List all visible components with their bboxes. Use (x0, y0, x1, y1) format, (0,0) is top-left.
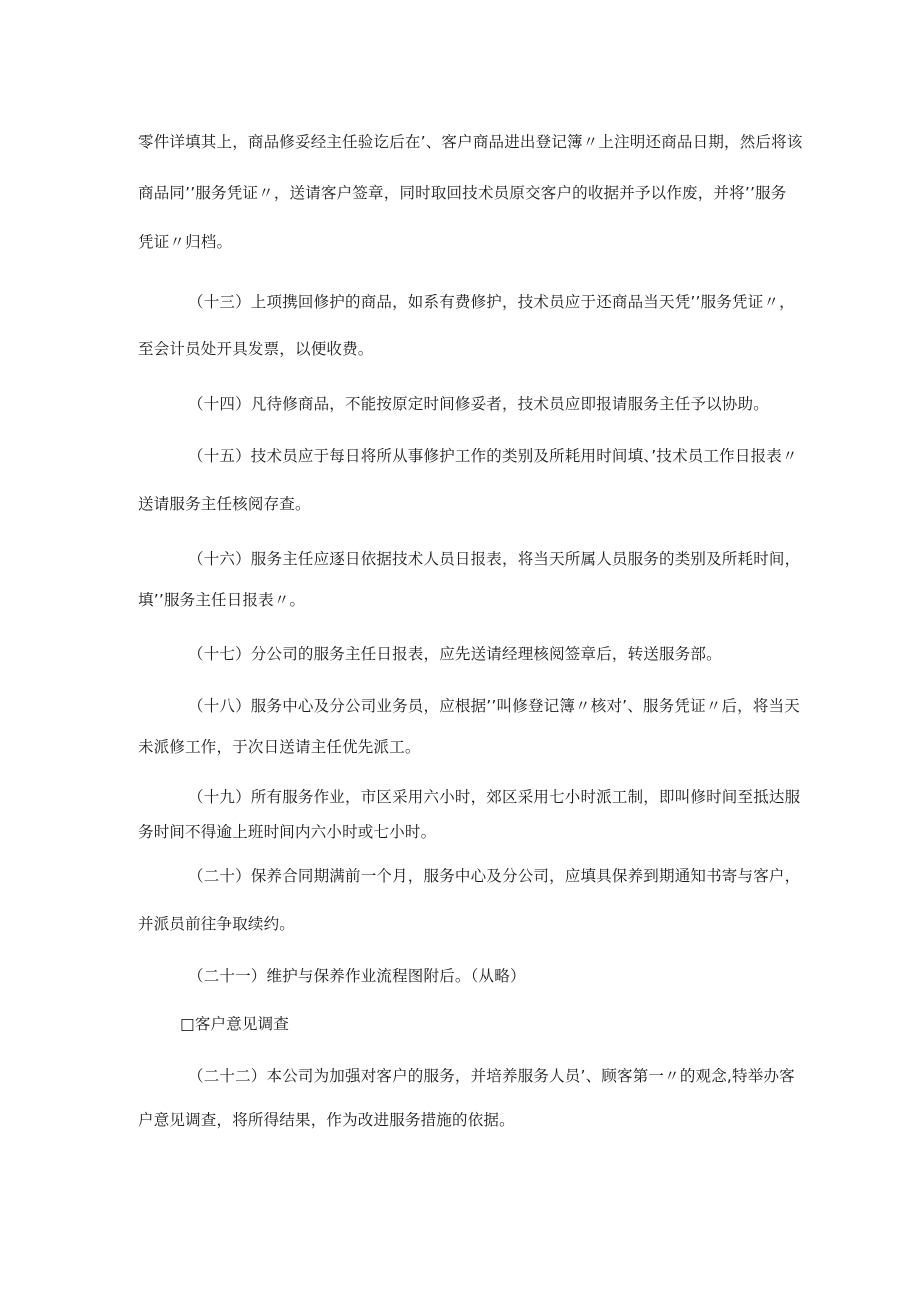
paragraph-12-line-3: 凭证〃归档。 (138, 233, 233, 251)
paragraph-18-line-2: 未派修工作，于次日送请主任优先派工。 (138, 738, 421, 756)
paragraph-20-line-1: （二十）保养合同期满前一个月，服务中心及分公司，应填具保养到期通知书寄与客户， (188, 867, 801, 885)
paragraph-18-line-1: （十八）服务中心及分公司业务员，应根据’’叫修登记簿〃核对’、服务凭证〃后，将当天 (188, 697, 800, 715)
paragraph-13-line-2: 至会计员处开具发票，以便收费。 (138, 340, 374, 358)
paragraph-22-line-1: （二十二）本公司为加强对客户的服务，并培养服务人员’、顾客第一〃的观念,特举办客 (188, 1067, 795, 1085)
paragraph-21-line-1: （二十一）维护与保养作业流程图附后。（从略） (188, 967, 526, 985)
paragraph-16-line-2: 填’’服务主任日报表〃。 (138, 591, 306, 609)
paragraph-14-line-1: （十四）凡待修商品，不能按原定时间修妥者，技术员应即报请服务主任予以协助。 (188, 395, 769, 413)
paragraph-12-line-2: 商品同’’服务凭证〃，送请客户签章，同时取回技术员原交客户的收据并予以作废，并将’’服务 (138, 184, 787, 202)
paragraph-15-line-1: （十五）技术员应于每日将所从事修护工作的类别及所耗用时间填、’技术员工作日报表〃 (188, 447, 798, 465)
paragraph-13-line-1: （十三）上项携回修护的商品，如系有费修护，技术员应于还商品当天凭’’服务凭证〃， (188, 293, 795, 311)
paragraph-22-line-2: 户意见调查，将所得结果，作为改进服务措施的依据。 (138, 1111, 515, 1129)
section-heading: □客户意见调查 (180, 1015, 290, 1033)
paragraph-15-line-2: 送请服务主任核阅存查。 (138, 495, 311, 513)
paragraph-19-line-1: （十九）所有服务作业，市区采用六小时，郊区采用七小时派工制，即叫修时间至抵达服 (188, 788, 801, 806)
paragraph-19-line-2: 务时间不得逾上班时间内六小时或七小时。 (138, 823, 437, 841)
paragraph-20-line-2: 并派员前往争取续约。 (138, 915, 296, 933)
paragraph-16-line-1: （十六）服务主任应逐日依据技术人员日报表，将当天所属人员服务的类别及所耗时间， (188, 550, 801, 568)
paragraph-12-line-1: 零件详填其上，商品修妥经主任验讫后在’、客户商品进出登记簿〃上注明还商品日期，然后将该 (138, 133, 803, 151)
paragraph-17-line-1: （十七）分公司的服务主任日报表，应先送请经理核阅签章后，转送服务部。 (188, 645, 722, 663)
